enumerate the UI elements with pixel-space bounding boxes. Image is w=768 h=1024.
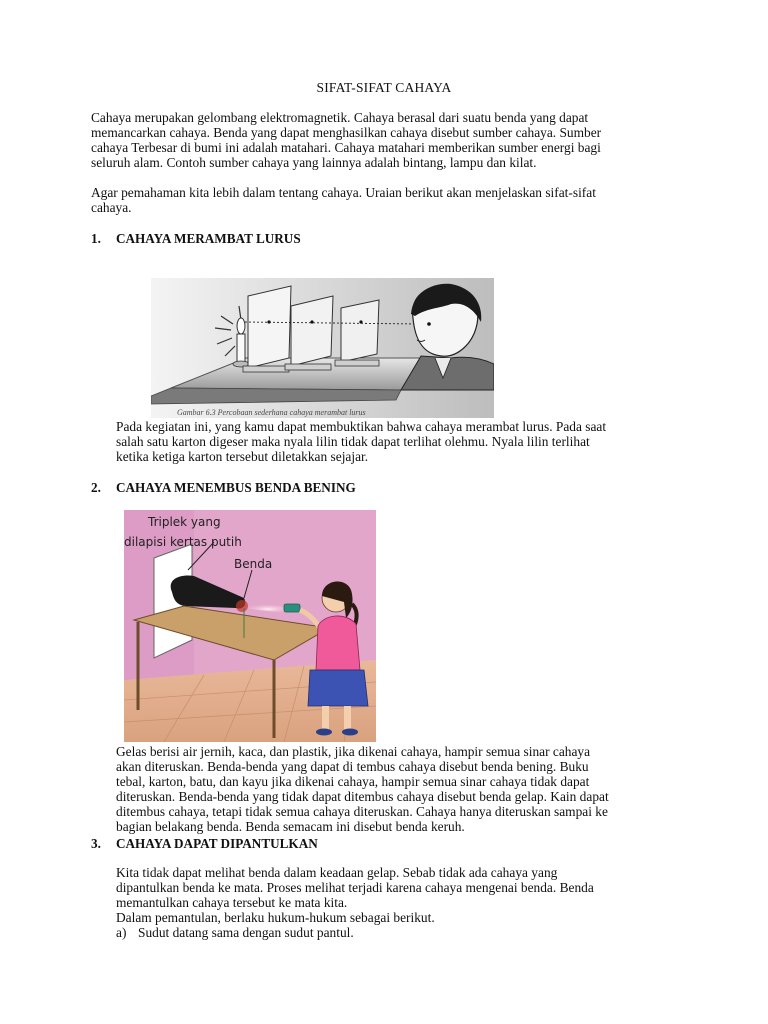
- section-3-law-intro: Dalam pemantulan, berlaku hukum-hukum sebagai berikut.: [116, 910, 435, 925]
- object-benda: [236, 600, 248, 612]
- cardboard-1: [243, 286, 291, 372]
- section-3-line: dipantulkan benda ke mata. Proses melihat terjadi karena cahaya mengenai benda. Benda: [116, 880, 594, 895]
- figure-light-straight-illustration: [151, 278, 494, 418]
- intro2-line: Agar pemahaman kita lebih dalam tentang cahaya. Uraian berikut akan menjelaskan sifat-sifat: [91, 185, 596, 200]
- section-3-law-a: [116, 925, 681, 940]
- figure-light-straight: [151, 278, 494, 418]
- law-a-text: Sudut datang sama dengan sudut pantul.: [138, 925, 354, 940]
- section-2-line: ditembus cahaya, tetapi tidak semua cahaya diteruskan. Cahaya hanya diteruskan sampai ke: [116, 804, 608, 819]
- section-2-heading: [91, 480, 356, 495]
- section-2-line: bagian belakang benda. Benda semacam ini disebut benda keruh.: [116, 819, 465, 834]
- section-3-heading: [91, 836, 318, 851]
- section-2-text: [116, 744, 681, 834]
- label-dilapisi: dilapisi kertas putih: [124, 535, 242, 549]
- section-1-title: CAHAYA MERAMBAT LURUS: [116, 231, 301, 246]
- section-1-line: salah satu karton digeser maka nyala lilin tidak dapat terlihat olehmu. Nyala lilin terlihat: [116, 434, 590, 449]
- section-3-line: Kita tidak dapat melihat benda dalam keadaan gelap. Sebab tidak ada cahaya yang: [116, 865, 558, 880]
- intro2-line: cahaya.: [91, 200, 132, 215]
- section-1-text: [116, 419, 681, 464]
- label-benda: Benda: [234, 557, 273, 571]
- section-2-line: akan diteruskan. Benda-benda yang dapat di tembus cahaya disebut benda bening. Buku: [116, 759, 589, 774]
- intro2-paragraph: [91, 185, 681, 215]
- section-1-line: ketika ketiga karton tersebut diletakkan sejajar.: [116, 449, 369, 464]
- figure-light-through: [124, 510, 376, 742]
- section-2-title: CAHAYA MENEMBUS BENDA BENING: [116, 480, 356, 495]
- intro-line: seluruh alam. Contoh sumber cahaya yang lainnya adalah bintang, lampu dan kilat.: [91, 155, 537, 170]
- section-2-number: 2.: [91, 480, 101, 495]
- section-1-heading: [91, 231, 301, 246]
- section-3-line: memantulkan cahaya tersebut ke mata kita.: [116, 895, 348, 910]
- figure-1-caption: Gambar 6.3 Percobaan sederhana cahaya merambat lurus: [177, 408, 366, 417]
- intro-line: Cahaya merupakan gelombang elektromagnetik. Cahaya berasal dari suatu benda yang dapat: [91, 110, 589, 125]
- label-triplek: Triplek yang: [148, 515, 221, 529]
- section-2-line: diteruskan. Benda-benda yang tidak dapat ditembus cahaya disebut benda gelap. Kain dapat: [116, 789, 609, 804]
- page-title: SIFAT-SIFAT CAHAYA: [316, 80, 452, 95]
- intro-line: memancarkan cahaya. Benda yang dapat menghasilkan cahaya disebut sumber cahaya. Sumber: [91, 125, 602, 140]
- section-1-line: Pada kegiatan ini, yang kamu dapat membuktikan bahwa cahaya merambat lurus. Pada saat: [116, 419, 607, 434]
- intro-paragraph: [91, 110, 681, 170]
- section-2-line: tebal, karton, batu, dan kayu jika dikenai cahaya, hampir semua sinar cahaya tidak dapat: [116, 774, 590, 789]
- intro-line: cahaya Terbesar di bumi ini adalah matahari. Cahaya matahari memberikan sumber energi bagi: [91, 140, 601, 155]
- section-3-title: CAHAYA DAPAT DIPANTULKAN: [116, 836, 318, 851]
- section-3-text: [116, 865, 681, 940]
- section-1-number: 1.: [91, 231, 101, 246]
- law-a-marker: a): [116, 925, 127, 940]
- figure-light-through-illustration: [124, 510, 376, 742]
- section-2-line: Gelas berisi air jernih, kaca, dan plastik, jika dikenai cahaya, hampir semua sinar cahaya: [116, 744, 591, 759]
- section-3-number: 3.: [91, 836, 101, 851]
